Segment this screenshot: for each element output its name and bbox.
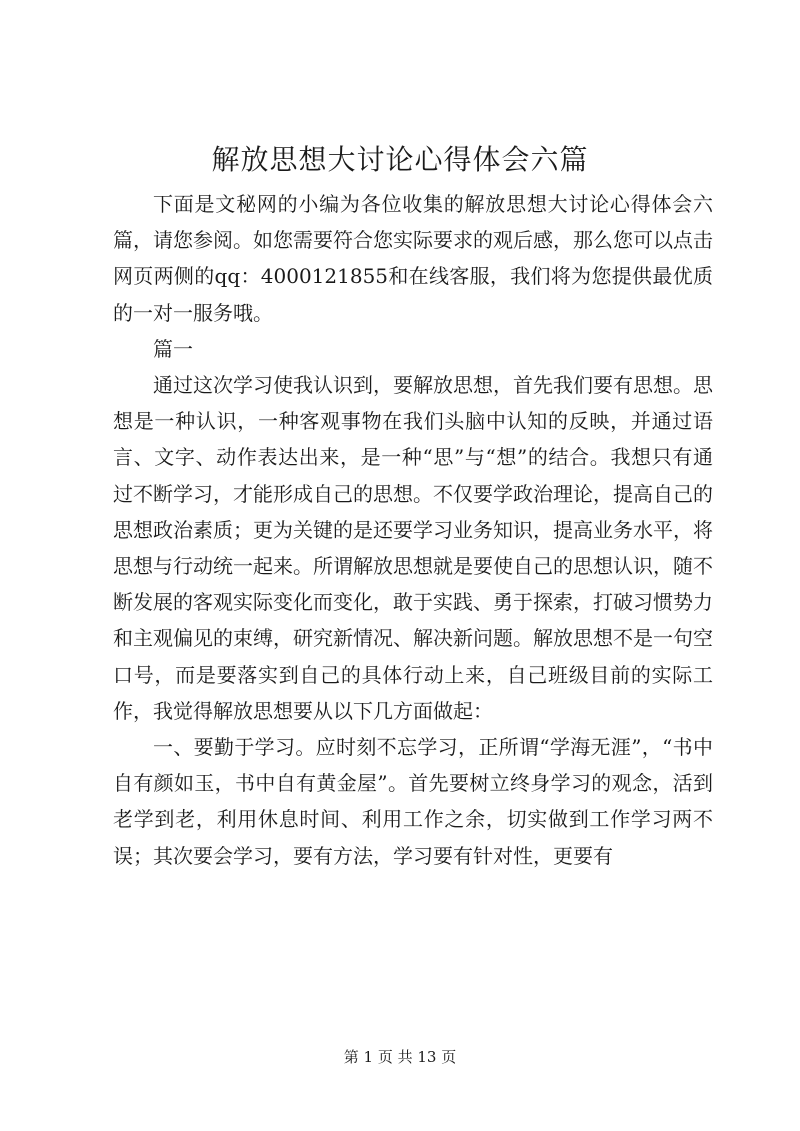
- page-footer: 第 1 页 共 13 页: [343, 1048, 457, 1066]
- intro-paragraph: 下面是文秘网的小编为各位收集的解放思想大讨论心得体会六篇，请您参阅。如您需要符合您实际要求的观后感，那么您可以点击网页两侧的qq：4000121855和在线客服，我们将为您提供最优质的一对一服务哦。: [113, 192, 713, 325]
- document-title: 解放思想大讨论心得体会六篇: [211, 143, 589, 176]
- body-paragraph: 通过这次学习使我认识到，要解放思想，首先我们要有思想。思想是一种认识，一种客观事物在我们头脑中认知的反映，并通过语言、文字、动作表达出来，是一种“思”与“想”的结合。我想只有通过不断学习，才能形成自己的思想。不仅要学政治理论，提高自己的思想政治素质；更为关键的是还要学习业务知识，提高业务水平，将思想与行动统一起来。所谓解放思想就是要使自己的思想认识，随不断发展的客观实际变化而变化，敢于实践、勇于探索，打破习惯势力和主观偏见的束缚，研究新情况、解决新问题。解放思想不是一句空口号，而是要落实到自己的具体行动上来，自己班级目前的实际工作，我觉得解放思想要从以下几方面做起：: [113, 373, 713, 723]
- section-heading: 篇一: [153, 336, 193, 361]
- document-body: [113, 186, 713, 874]
- body-paragraph: 一、要勤于学习。应时刻不忘学习，正所谓“学海无涯”，“书中自有颜如玉，书中自有黄金屋”。首先要树立终身学习的观念，活到老学到老，利用休息时间、利用工作之余，切实做到工作学习两不误；其次要会学习，要有方法，学习要有针对性，更要有: [113, 735, 713, 868]
